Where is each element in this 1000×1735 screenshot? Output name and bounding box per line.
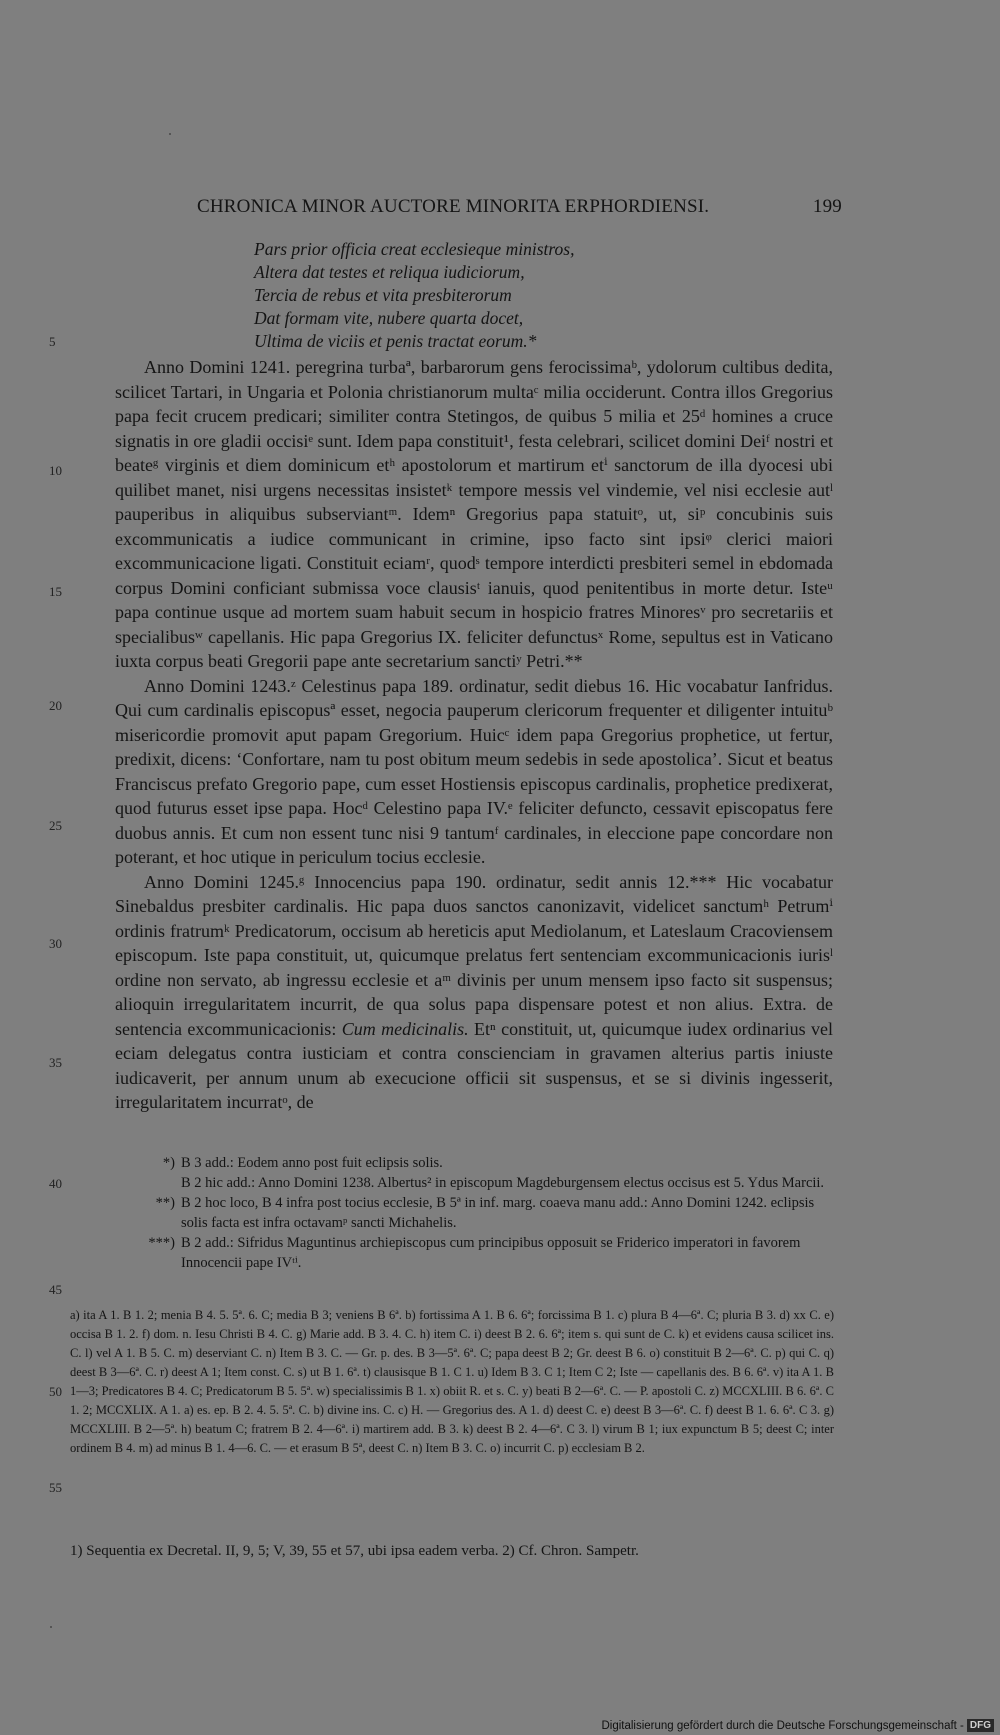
- verse-line: Tercia de rebus et vita presbiterorum: [254, 285, 512, 305]
- line-number: 15: [49, 584, 62, 599]
- footer-text: Digitalisierung gefördert durch die Deutsche Forschungsgemeinschaft -: [601, 1719, 964, 1732]
- line-number: 55: [49, 1480, 62, 1495]
- line-number: 40: [49, 1176, 62, 1191]
- footnote-mark: **): [155, 1195, 175, 1211]
- line-number: 5: [49, 334, 56, 349]
- footnote-mark: ***): [148, 1235, 175, 1251]
- paragraph: Anno Domini 1243.ᶻ Celestinus papa 189. ordinatur, sedit diebus 16. Hic vocabatur Ianfridus. Qui cum cardinalis episcopusª esset, negocia pauperum clericorum frequenter et diligenter intuituᵇ misericordie promovit aput papam Gregorium. Huicᶜ idem papa Gregorius prophetice, ut fertur, predixit, dicens: ‘Confortare, nam tu post obitum meum sedebis in sede apostolica’. Sicut et beatus Franciscus prefato Gregorio pape, cum esset Hostiensis episcopus cardinalis, prophetice predixerat, quod futurus esset ipse papa. Hocᵈ Celestino papa IV.ᵉ feliciter defuncto, cessavit episcopatus fere duobus annis. Et cum non essent tunc nisi 9 tantumᶠ cardinales, in eleccione pape concordare non poterant, et hoc utique in periculum tocius ecclesie.: [115, 675, 833, 867]
- decretal-citation: Cum medicinalis.: [341, 1018, 469, 1039]
- digitization-footer: [601, 1719, 994, 1732]
- source-notes: 1) Sequentia ex Decretal. II, 9, 5; V, 39, 55 et 57, ubi ipsa eadem verba. 2) Cf. Chron. Sampetr.: [70, 1543, 639, 1559]
- line-number: 10: [49, 463, 62, 478]
- paragraph: [115, 870, 833, 1115]
- footnote-text: B 2 hoc loco, B 4 infra post tocius ecclesie, B 5ª in inf. marg. coaeva manu add.: Anno Domini 1242. eclipsis solis facta est infra octavamᵖ sancti Michahelis.: [181, 1195, 815, 1231]
- footnote-text: B 2 hic add.: Anno Domini 1238. Albertus² in episcopum Magdeburgensem electus occisus est 5. Ydus Marcii.: [181, 1175, 825, 1191]
- footnote: [130, 1233, 838, 1273]
- page-title: CHRONICA MINOR AUCTORE MINORITA ERPHORDIENSI.: [197, 196, 710, 217]
- verse-line: Dat formam vite, nubere quarta docet,: [254, 308, 524, 328]
- verse-line: Ultima de viciis et penis tractat eorum.*: [254, 331, 537, 351]
- dfg-logo: DFG: [967, 1719, 994, 1732]
- scan-speck: [50, 1626, 52, 1628]
- main-text: [115, 355, 833, 1115]
- footnote: [130, 1193, 838, 1233]
- line-number: 20: [49, 698, 62, 713]
- page-number: 199: [812, 196, 842, 217]
- footnote-text: B 3 add.: Eodem anno post fuit eclipsis solis.: [181, 1155, 443, 1171]
- footnote-mark: *): [162, 1155, 175, 1171]
- line-number: 30: [49, 936, 62, 951]
- verse-line: Pars prior officia creat ecclesieque ministros,: [254, 239, 575, 259]
- paragraph-text: Anno Domini 1245.ᵍ Innocencius papa 190. ordinatur, sedit annis 12.*** Hic vocabatur Sinebaldus presbiter cardinalis. Hic papa duos sanctos canonizavit, videlicet sanctumʰ Petrumⁱ ordinis fratrumᵏ Predicatorum, occisum ab hereticis aput Mediolanum, et Lateslaum Cracoviensem episcopum. Iste papa constituit, ut, quicumque prelatus fert sentenciam excommunicacionis iurisˡ ordine non servato, ab ingressu ecclesie et aᵐ divinis per unum mensem ipso facto sit suspensus; alioquin irregularitatem incurrit, de qua solus papa dispensare potest et non alius. Extra. de sentencia excommunicacionis:: [115, 871, 833, 1039]
- paragraph: Anno Domini 1241. peregrina turbaª, barbarorum gens ferocissimaᵇ, ydolorum cultibus dedita, scilicet Tartari, in Ungaria et Polonia christianorum multaᶜ milia occiderunt. Contra illos Gregorius papa fecit crucem predicari; similiter contra Stetingos, de quibus 5 milia et 25ᵈ homines a cruce signatis in ore gladii occisiᵉ sunt. Idem papa constituit¹, festa celebrari, scilicet domini Deiᶠ nostri et beateᵍ virginis et diem dominicum etʰ apostolorum et martirum etⁱ sanctorum de illa dyocesi ubi quilibet manet, nisi urgens necessitas insistetᵏ tempore messis vel vindemie, vel nisi ecclesie autˡ pauperibus in aliquibus subserviantᵐ. Idemⁿ Gregorius papa statuitᵒ, ut, siᵖ concubinis suis excommunicatis a iudice communicant in crimine, ipso facto sint ipsiᵠ clerici maiori excommunicacione ligati. Constituit eciamʳ, quodˢ tempore interdicti presbiteri semel in ebdomada corpus Domini conficiant submissa voce clausisᵗ ianuis, quod penitentibus in morte detur. Isteᵘ papa continue usque ad mortem suam habuit secum in hospicio fratres Minoresᵛ pro secretariis et specialibusʷ capellanis. Hic papa Gregorius IX. feliciter defunctusˣ Rome, sepultus est in Vaticano iuxta corpus beati Gregorii pape ante secretarium sanctiʸ Petri.**: [115, 357, 833, 671]
- scan-speck: [169, 133, 171, 135]
- critical-apparatus: a) ita A 1. B 1. 2; menia B 4. 5. 5ª. 6. C; media B 3; veniens B 6ª. b) fortissima A 1. B 6. 6ª; forcissima B 1. c) plura B 4—6ª. C; pluria B 3. d) xx C. e) occisa B 1. 2. f) dom. n. Iesu Christi B 4. C. g) Marie add. B 3. 4. C. h) item C. i) deest B 2. 6. 6ª; item s. qui sunt de C. k) et evidens causa scilicet ins. C. l) vel A 1. B 5. C. m) deserviant C. n) Item B 3. C. — Gr. p. des. B 3—5ª. 6ª. C; papa deest B 2; Gr. deest B 6. o) constituit B 2—6ª. C. p) qui C. q) deest B 3—6ª. C. r) deest A 1; Item const. C. s) ut B 1. 6ª. t) clausisque B 1. C 1. u) Idem B 3. C 1; Item C 2; Iste — capellanis des. B 6. 6ª. v) ita A 1. B 1—3; Predicatores B 4. C; Predicatorum B 5. 5ª. w) specialissimis B 1. x) obiit R. et s. C. y) beati B 2—6ª. C. — P. apostoli C. z) MCCXLIII. B 6. 6ª. C 1. 2; MCCXLIX. A 1. a) es. ep. B 2. 4. 5. 5ª. C. b) divine ins. C. c) H. — Gregorius des. A 1. d) deest C. e) deest B 3—6ª. C. f) deest B 1. 6. 6ª. C 3. g) MCCXLIII. B 2—5ª. h) beatum C; fratrem B 2. 4—6ª. i) martirem add. B 3. k) deest B 2. 4—6ª. C 3. l) virum B 1; iux expunctum B 5; deest C; inter ordinem B 4. m) ad minus B 1. 4—6. C. — et erasum B 5ª, deest C. n) Item B 3. C. o) incurrit C. p) ecclesiam B 2.: [70, 1308, 834, 1455]
- footnote: [130, 1153, 838, 1173]
- line-number: 25: [49, 818, 62, 833]
- running-header: [197, 196, 842, 218]
- footnote-mark: [130, 1173, 181, 1193]
- paragraph-text: Etⁿ constituit, ut, quicumque iudex ordinarius vel eciam delegatus contra iusticiam et contra conscienciam in gravamen alterius partis iniuste iudicaverit, per annum unum ab execucione officii sit suspensus, et se si divinis ingesserit, irregularitatem incurratᵒ, de: [115, 1018, 834, 1112]
- footnote-text: B 2 add.: Sifridus Maguntinus archiepiscopus cum principibus opposuit se Friderico imperatori in favorem Innocencii pape IVᵗⁱ.: [181, 1235, 801, 1271]
- footnotes: [130, 1153, 838, 1273]
- line-number: 50: [49, 1384, 62, 1399]
- line-number: 35: [49, 1055, 62, 1070]
- line-number: 45: [49, 1282, 62, 1297]
- verse-block: [254, 238, 834, 353]
- verse-line: Altera dat testes et reliqua iudiciorum,: [254, 262, 525, 282]
- footnote: [130, 1173, 838, 1193]
